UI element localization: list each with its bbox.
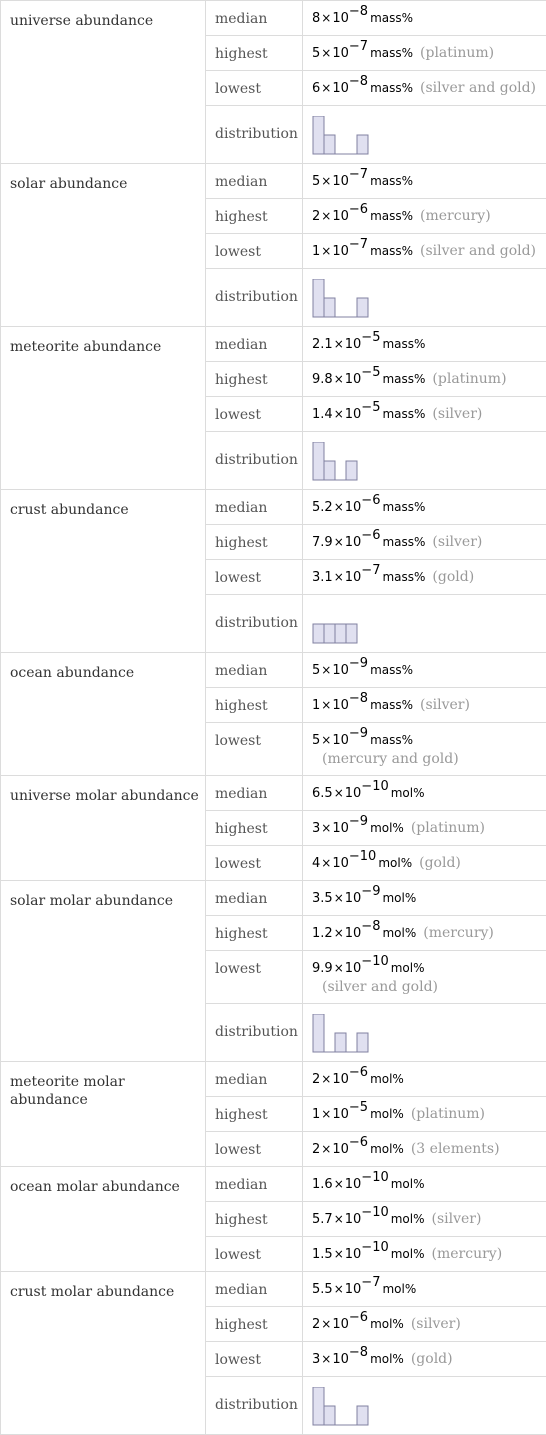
element-note: (platinum) (411, 1106, 485, 1122)
unit: mol% (391, 1212, 425, 1226)
unit: mass% (382, 372, 425, 386)
stat-label: distribution (206, 595, 303, 653)
unit: mass% (370, 11, 413, 25)
element-note: (silver) (432, 1211, 482, 1227)
stat-label: lowest (206, 234, 303, 269)
element-note: (silver) (432, 534, 482, 550)
unit: mass% (370, 663, 413, 677)
exponent: −6 (361, 493, 380, 508)
histogram-bar (313, 1014, 324, 1052)
abundance-table-body (1, 1, 546, 1435)
unit: mass% (370, 81, 413, 95)
mantissa: 1 (312, 244, 320, 259)
times-sign: × (320, 698, 332, 712)
property-name: meteorite abundance (1, 327, 206, 490)
unit: mol% (391, 786, 425, 800)
times-sign: × (320, 1352, 332, 1366)
base-ten: 10 (345, 1212, 362, 1227)
property-name: meteorite molar abundance (1, 1062, 206, 1167)
histogram-bar (324, 298, 335, 317)
histogram-bar (313, 624, 324, 643)
stat-value (303, 811, 546, 846)
times-sign: × (320, 663, 332, 677)
distribution-histogram (312, 1387, 392, 1427)
times-sign: × (333, 1177, 345, 1191)
property-name: universe molar abundance (1, 776, 206, 881)
mantissa: 8 (312, 11, 320, 26)
histogram-bar (346, 624, 357, 643)
stat-value (303, 490, 546, 525)
stat-label: lowest (206, 71, 303, 106)
base-ten: 10 (345, 337, 362, 352)
stat-value (303, 234, 546, 269)
stat-label: lowest (206, 397, 303, 432)
property-name: solar abundance (1, 164, 206, 327)
stat-value (303, 951, 546, 1004)
unit: mass% (382, 337, 425, 351)
stat-value (303, 1132, 546, 1167)
stat-value (303, 688, 546, 723)
base-ten: 10 (332, 663, 349, 678)
base-ten: 10 (332, 46, 349, 61)
table-row (1, 653, 546, 688)
element-note: (mercury and gold) (322, 750, 546, 768)
distribution-cell (303, 1004, 546, 1062)
element-note: (3 elements) (411, 1141, 500, 1157)
unit: mass% (370, 698, 413, 712)
element-note: (mercury) (432, 1246, 503, 1262)
histogram-bar (357, 298, 368, 317)
mantissa: 4 (312, 856, 320, 871)
element-note: (mercury) (420, 208, 491, 224)
distribution-cell (303, 595, 546, 653)
times-sign: × (320, 1142, 332, 1156)
mantissa: 1.2 (312, 926, 333, 941)
stat-value (303, 1097, 546, 1132)
histogram-bar (335, 624, 346, 643)
base-ten: 10 (332, 174, 349, 189)
histogram-bar (324, 1406, 335, 1425)
exponent: −7 (361, 1275, 380, 1290)
table-row (1, 881, 546, 916)
exponent: −6 (349, 202, 368, 217)
exponent: −8 (349, 4, 368, 19)
histogram-bar (324, 624, 335, 643)
stat-value (303, 1202, 546, 1237)
exponent: −6 (349, 1135, 368, 1150)
distribution-cell (303, 1377, 546, 1435)
base-ten: 10 (332, 821, 349, 836)
base-ten: 10 (345, 1247, 362, 1262)
mantissa: 3.5 (312, 891, 333, 906)
unit: mass% (382, 500, 425, 514)
stat-value (303, 362, 546, 397)
element-note: (mercury) (423, 925, 494, 941)
table-row (1, 1062, 546, 1097)
histogram-bar (335, 1033, 346, 1052)
distribution-histogram (312, 605, 392, 645)
stat-label: median (206, 1062, 303, 1097)
element-note: (silver and gold) (322, 978, 546, 996)
unit: mol% (370, 1352, 404, 1366)
exponent: −5 (361, 400, 380, 415)
property-name: solar molar abundance (1, 881, 206, 1062)
exponent: −8 (361, 919, 380, 934)
stat-label: median (206, 881, 303, 916)
base-ten: 10 (345, 535, 362, 550)
times-sign: × (333, 1212, 345, 1226)
mantissa: 5.2 (312, 500, 333, 515)
times-sign: × (333, 372, 345, 386)
stat-label: lowest (206, 846, 303, 881)
exponent: −9 (349, 814, 368, 829)
stat-label: median (206, 1272, 303, 1307)
stat-value (303, 71, 546, 106)
exponent: −7 (361, 563, 380, 578)
unit: mass% (370, 46, 413, 60)
stat-label: highest (206, 1307, 303, 1342)
times-sign: × (333, 535, 345, 549)
unit: mol% (391, 1177, 425, 1191)
distribution-histogram (312, 116, 392, 156)
distribution-histogram (312, 1014, 392, 1054)
base-ten: 10 (332, 1072, 349, 1087)
distribution-cell (303, 106, 546, 164)
times-sign: × (320, 821, 332, 835)
histogram-bar (313, 279, 324, 317)
mantissa: 1 (312, 698, 320, 713)
unit: mass% (370, 244, 413, 258)
stat-label: distribution (206, 1004, 303, 1062)
times-sign: × (320, 733, 332, 747)
table-row (1, 776, 546, 811)
stat-label: median (206, 1, 303, 36)
histogram-bar (313, 1387, 324, 1425)
mantissa: 5 (312, 733, 320, 748)
times-sign: × (333, 500, 345, 514)
property-name: crust molar abundance (1, 1272, 206, 1435)
mantissa: 1.5 (312, 1247, 333, 1262)
stat-label: median (206, 776, 303, 811)
distribution-histogram (312, 279, 392, 319)
exponent: −6 (349, 1065, 368, 1080)
element-note: (gold) (419, 855, 461, 871)
unit: mass% (370, 209, 413, 223)
base-ten: 10 (345, 891, 362, 906)
histogram-bar (357, 135, 368, 154)
stat-value (303, 327, 546, 362)
unit: mol% (378, 856, 412, 870)
base-ten: 10 (345, 786, 362, 801)
stat-label: highest (206, 1202, 303, 1237)
mantissa: 5 (312, 46, 320, 61)
stat-label: highest (206, 36, 303, 71)
stat-label: highest (206, 688, 303, 723)
exponent: −5 (361, 365, 380, 380)
base-ten: 10 (345, 570, 362, 585)
exponent: −5 (361, 330, 380, 345)
times-sign: × (320, 11, 332, 25)
times-sign: × (333, 786, 345, 800)
stat-label: lowest (206, 951, 303, 1004)
unit: mol% (382, 1282, 416, 1296)
times-sign: × (333, 1282, 345, 1296)
distribution-cell (303, 269, 546, 327)
times-sign: × (333, 926, 345, 940)
exponent: −5 (349, 1100, 368, 1115)
base-ten: 10 (345, 1282, 362, 1297)
unit: mass% (382, 407, 425, 421)
times-sign: × (320, 1317, 332, 1331)
base-ten: 10 (332, 856, 349, 871)
times-sign: × (333, 337, 345, 351)
stat-label: highest (206, 199, 303, 234)
stat-label: lowest (206, 1132, 303, 1167)
stat-value (303, 846, 546, 881)
histogram-bar (324, 135, 335, 154)
mantissa: 5.5 (312, 1282, 333, 1297)
unit: mol% (370, 821, 404, 835)
base-ten: 10 (345, 407, 362, 422)
mantissa: 1.4 (312, 407, 333, 422)
table-row (1, 1, 546, 36)
stat-label: lowest (206, 560, 303, 595)
exponent: −7 (349, 237, 368, 252)
stat-label: highest (206, 916, 303, 951)
table-row (1, 1272, 546, 1307)
stat-value (303, 1167, 546, 1202)
unit: mass% (370, 733, 413, 747)
table-row (1, 327, 546, 362)
histogram-bar (357, 1033, 368, 1052)
stat-value (303, 36, 546, 71)
base-ten: 10 (332, 81, 349, 96)
unit: mol% (370, 1107, 404, 1121)
mantissa: 2 (312, 209, 320, 224)
unit: mol% (370, 1072, 404, 1086)
exponent: −6 (349, 1310, 368, 1325)
stat-value (303, 881, 546, 916)
stat-value (303, 397, 546, 432)
base-ten: 10 (332, 11, 349, 26)
mantissa: 5 (312, 174, 320, 189)
element-note: (platinum) (411, 820, 485, 836)
stat-value (303, 723, 546, 776)
base-ten: 10 (345, 926, 362, 941)
element-note: (silver) (420, 697, 470, 713)
stat-value (303, 1272, 546, 1307)
mantissa: 2 (312, 1072, 320, 1087)
stat-label: median (206, 1167, 303, 1202)
property-name: universe abundance (1, 1, 206, 164)
stat-label: distribution (206, 432, 303, 490)
histogram-bar (324, 461, 335, 480)
element-note: (gold) (432, 569, 474, 585)
mantissa: 2 (312, 1317, 320, 1332)
mantissa: 5.7 (312, 1212, 333, 1227)
property-name: ocean abundance (1, 653, 206, 776)
times-sign: × (320, 209, 332, 223)
unit: mol% (370, 1142, 404, 1156)
times-sign: × (320, 81, 332, 95)
stat-label: highest (206, 811, 303, 846)
times-sign: × (333, 407, 345, 421)
stat-value (303, 560, 546, 595)
mantissa: 3 (312, 821, 320, 836)
element-note: (silver and gold) (420, 80, 536, 96)
exponent: −10 (361, 1170, 388, 1185)
mantissa: 6.5 (312, 786, 333, 801)
stat-value (303, 525, 546, 560)
times-sign: × (320, 856, 332, 870)
times-sign: × (320, 174, 332, 188)
stat-label: median (206, 327, 303, 362)
mantissa: 7.9 (312, 535, 333, 550)
unit: mol% (382, 926, 416, 940)
stat-label: median (206, 164, 303, 199)
unit: mass% (382, 570, 425, 584)
histogram-bar (346, 461, 357, 480)
stat-value (303, 1307, 546, 1342)
stat-value (303, 164, 546, 199)
base-ten: 10 (332, 209, 349, 224)
times-sign: × (333, 1247, 345, 1261)
histogram-bar (357, 1406, 368, 1425)
base-ten: 10 (332, 1107, 349, 1122)
element-note: (silver and gold) (420, 243, 536, 259)
stat-value (303, 1342, 546, 1377)
histogram-bar (313, 116, 324, 154)
exponent: −9 (349, 656, 368, 671)
times-sign: × (320, 1107, 332, 1121)
exponent: −10 (361, 779, 388, 794)
table-row (1, 1167, 546, 1202)
element-note: (gold) (411, 1351, 453, 1367)
stat-label: lowest (206, 1342, 303, 1377)
stat-value (303, 776, 546, 811)
exponent: −8 (349, 74, 368, 89)
property-name: ocean molar abundance (1, 1167, 206, 1272)
base-ten: 10 (345, 372, 362, 387)
mantissa: 3.1 (312, 570, 333, 585)
stat-label: highest (206, 362, 303, 397)
exponent: −7 (349, 39, 368, 54)
mantissa: 5 (312, 663, 320, 678)
mantissa: 9.9 (312, 961, 333, 976)
exponent: −9 (349, 726, 368, 741)
exponent: −10 (361, 954, 388, 969)
histogram-bar (313, 442, 324, 480)
unit: mass% (382, 535, 425, 549)
property-name: crust abundance (1, 490, 206, 653)
base-ten: 10 (345, 500, 362, 515)
stat-label: highest (206, 1097, 303, 1132)
distribution-cell (303, 432, 546, 490)
mantissa: 9.8 (312, 372, 333, 387)
element-note: (silver) (411, 1316, 461, 1332)
mantissa: 2 (312, 1142, 320, 1157)
stat-value (303, 199, 546, 234)
times-sign: × (320, 1072, 332, 1086)
base-ten: 10 (332, 1352, 349, 1367)
element-note: (platinum) (420, 45, 494, 61)
exponent: −9 (361, 884, 380, 899)
stat-label: median (206, 653, 303, 688)
mantissa: 1 (312, 1107, 320, 1122)
element-note: (platinum) (432, 371, 506, 387)
stat-label: median (206, 490, 303, 525)
stat-label: distribution (206, 269, 303, 327)
stat-value (303, 1062, 546, 1097)
stat-value (303, 916, 546, 951)
unit: mol% (382, 891, 416, 905)
exponent: −6 (361, 528, 380, 543)
stat-label: distribution (206, 106, 303, 164)
exponent: −10 (361, 1205, 388, 1220)
exponent: −8 (349, 691, 368, 706)
base-ten: 10 (345, 961, 362, 976)
exponent: −10 (361, 1240, 388, 1255)
stat-label: lowest (206, 1237, 303, 1272)
mantissa: 6 (312, 81, 320, 96)
mantissa: 2.1 (312, 337, 333, 352)
unit: mass% (370, 174, 413, 188)
exponent: −8 (349, 1345, 368, 1360)
stat-value (303, 1237, 546, 1272)
element-note: (silver) (432, 406, 482, 422)
base-ten: 10 (332, 733, 349, 748)
times-sign: × (320, 244, 332, 258)
unit: mol% (370, 1317, 404, 1331)
exponent: −7 (349, 167, 368, 182)
base-ten: 10 (332, 1142, 349, 1157)
mantissa: 3 (312, 1352, 320, 1367)
stat-value (303, 1, 546, 36)
base-ten: 10 (332, 1317, 349, 1332)
times-sign: × (333, 570, 345, 584)
distribution-histogram (312, 442, 392, 482)
stat-label: lowest (206, 723, 303, 776)
table-row (1, 490, 546, 525)
base-ten: 10 (332, 698, 349, 713)
stat-label: distribution (206, 1377, 303, 1435)
base-ten: 10 (345, 1177, 362, 1192)
unit: mol% (391, 961, 425, 975)
exponent: −10 (349, 849, 376, 864)
stat-value (303, 653, 546, 688)
times-sign: × (333, 891, 345, 905)
times-sign: × (333, 961, 345, 975)
stat-label: highest (206, 525, 303, 560)
times-sign: × (320, 46, 332, 60)
mantissa: 1.6 (312, 1177, 333, 1192)
table-row (1, 164, 546, 199)
unit: mol% (391, 1247, 425, 1261)
base-ten: 10 (332, 244, 349, 259)
